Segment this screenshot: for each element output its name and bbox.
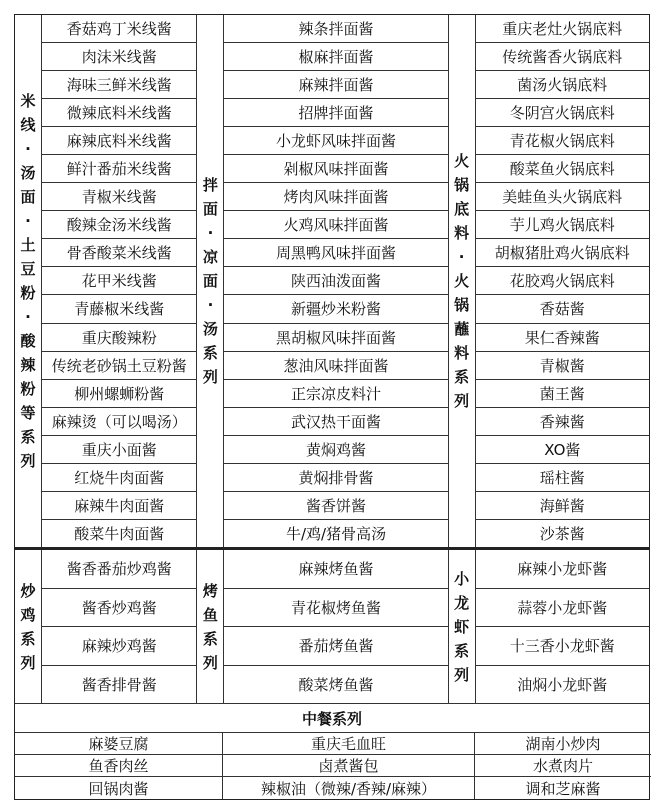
product-item: 小龙虾风味拌面酱 xyxy=(224,127,447,155)
product-item: 麻辣烫（可以喝汤） xyxy=(42,408,196,436)
category-char: 系 xyxy=(454,641,470,660)
item-list xyxy=(476,550,649,703)
product-item: 香辣酱 xyxy=(476,408,649,436)
product-item: 酱香炒鸡酱 xyxy=(42,589,196,628)
product-item: 陕西油泼面酱 xyxy=(224,267,447,295)
chinese-dish-item: 鱼香肉丝 xyxy=(15,755,223,777)
category-char: 米 xyxy=(20,92,36,110)
category-char: 线 xyxy=(20,116,36,134)
product-item: 麻辣底料米线酱 xyxy=(42,127,196,155)
product-item: 牛/鸡/猪骨高汤 xyxy=(285,524,387,543)
category-label xyxy=(449,550,476,703)
category-char: 底 xyxy=(454,200,470,218)
product-item: 传统酱香火锅底料 xyxy=(476,43,649,71)
category-char: 列 xyxy=(454,665,470,684)
product-item: 鲜汁番茄米线酱 xyxy=(42,155,196,183)
category-char: 列 xyxy=(202,653,218,672)
category-char: 面 xyxy=(202,200,218,218)
product-item: 香菇鸡丁米线酱 xyxy=(42,15,196,43)
product-item: 柳州螺蛳粉酱 xyxy=(42,380,196,408)
product-item: 十三香小龙虾酱 xyxy=(476,627,649,666)
category-char: 粉 xyxy=(20,284,36,302)
category-char: 面 xyxy=(202,272,218,290)
product-item: 周黑鸭风味拌面酱 xyxy=(224,239,447,267)
category-char: · xyxy=(25,140,31,158)
chinese-dish-item: 湖南小炒肉 xyxy=(475,733,651,755)
category-char: 蘸 xyxy=(454,320,470,338)
category-char: 锅 xyxy=(454,176,470,194)
chinese-dish-item: 卤煮酱包 xyxy=(223,755,475,777)
section-column xyxy=(449,550,649,703)
chinese-dish-item: 调和芝麻酱 xyxy=(525,779,601,798)
item-list xyxy=(224,550,448,703)
product-item: 冬阴宫火锅底料 xyxy=(476,99,649,127)
category-char: · xyxy=(458,248,465,266)
product-item: 黄焖排骨酱 xyxy=(224,464,447,492)
category-char: · xyxy=(207,224,214,242)
product-item: 葱油风味拌面酱 xyxy=(224,352,447,380)
product-item: 麻辣烤鱼酱 xyxy=(224,550,447,589)
category-char: 系 xyxy=(20,629,36,648)
product-item: 芋儿鸡火锅底料 xyxy=(476,211,649,239)
product-item: XO酱 xyxy=(476,436,649,464)
item-list xyxy=(42,15,197,547)
category-char: 酸 xyxy=(20,332,36,350)
product-item: 烤肉风味拌面酱 xyxy=(224,183,447,211)
product-item: 蒜蓉小龙虾酱 xyxy=(476,589,649,628)
section-column xyxy=(197,550,448,703)
product-item: 酸菜烤鱼酱 xyxy=(298,675,374,694)
category-char: 粉 xyxy=(20,380,36,398)
top-block xyxy=(15,15,649,547)
category-label xyxy=(449,15,476,547)
chinese-section-grid xyxy=(15,733,649,799)
product-item: 麻辣炒鸡酱 xyxy=(42,627,196,666)
category-char: 列 xyxy=(454,392,470,410)
chinese-dish-item: 麻婆豆腐 xyxy=(15,733,223,755)
category-char: 炒 xyxy=(20,581,36,600)
product-item: 黄焖鸡酱 xyxy=(224,436,447,464)
category-char: 料 xyxy=(454,344,470,362)
product-item: 青椒酱 xyxy=(476,352,649,380)
category-char: 系 xyxy=(454,368,470,386)
product-item: 火鸡风味拌面酱 xyxy=(224,211,447,239)
category-char: 鱼 xyxy=(202,605,218,624)
product-item: 麻辣拌面酱 xyxy=(224,71,447,99)
category-char: 列 xyxy=(20,653,36,672)
category-char: 龙 xyxy=(454,593,470,612)
section-column xyxy=(197,15,448,547)
product-item: 剁椒风味拌面酱 xyxy=(224,155,447,183)
category-char: 小 xyxy=(454,569,470,588)
product-item: 青椒米线酱 xyxy=(42,183,196,211)
category-char: 面 xyxy=(20,188,36,206)
product-item: 酸辣金汤米线酱 xyxy=(42,211,196,239)
product-table xyxy=(14,14,650,800)
category-label xyxy=(197,15,224,547)
category-char: 豆 xyxy=(20,260,36,278)
item-list xyxy=(476,15,649,547)
product-item: 瑶柱酱 xyxy=(476,464,649,492)
product-item: 菌王酱 xyxy=(476,380,649,408)
category-char: · xyxy=(207,296,214,314)
chinese-dish-item: 水煮肉片 xyxy=(475,755,651,777)
product-item: 麻辣小龙虾酱 xyxy=(476,550,649,589)
product-item: 武汉热干面酱 xyxy=(224,408,447,436)
product-item: 果仁香辣酱 xyxy=(476,324,649,352)
product-item: 酸菜牛肉面酱 xyxy=(74,524,165,543)
product-item: 肉沫米线酱 xyxy=(42,43,196,71)
product-item: 传统老砂锅土豆粉酱 xyxy=(42,352,196,380)
product-item: 正宗凉皮料汁 xyxy=(224,380,447,408)
product-item: 油焖小龙虾酱 xyxy=(517,675,608,694)
category-char: 凉 xyxy=(202,248,218,266)
category-char: 汤 xyxy=(20,164,36,182)
category-char: 汤 xyxy=(202,320,218,338)
category-char: 虾 xyxy=(454,617,470,636)
product-item: 麻辣牛肉面酱 xyxy=(42,492,196,520)
product-item: 香菇酱 xyxy=(476,295,649,323)
category-char: 拌 xyxy=(202,176,218,194)
product-item: 骨香酸菜米线酱 xyxy=(42,239,196,267)
category-char: 列 xyxy=(20,452,36,470)
product-item: 招牌拌面酱 xyxy=(224,99,447,127)
product-item: 酱香饼酱 xyxy=(224,492,447,520)
section-column xyxy=(15,15,197,547)
category-char: 系 xyxy=(20,428,36,446)
category-char: · xyxy=(25,212,31,230)
category-char: 列 xyxy=(202,368,218,386)
product-item: 沙茶酱 xyxy=(539,524,585,543)
product-item: 椒麻拌面酱 xyxy=(224,43,447,71)
chinese-section-title: 中餐系列 xyxy=(15,703,649,733)
item-list xyxy=(224,15,448,547)
product-item: 重庆老灶火锅底料 xyxy=(476,15,649,43)
product-item: 海味三鲜米线酱 xyxy=(42,71,196,99)
category-char: · xyxy=(25,308,31,326)
category-char: 土 xyxy=(20,236,36,254)
category-char: 烤 xyxy=(202,581,218,600)
mid-block xyxy=(15,547,649,703)
section-column xyxy=(449,15,649,547)
product-item: 青花椒火锅底料 xyxy=(476,127,649,155)
chinese-dish-item: 回锅肉酱 xyxy=(15,777,223,799)
category-char: 鸡 xyxy=(20,605,36,624)
product-item: 番茄烤鱼酱 xyxy=(224,627,447,666)
category-char: 等 xyxy=(20,404,36,422)
category-char: 火 xyxy=(454,272,470,290)
category-char: 火 xyxy=(454,152,470,170)
product-item: 酱香排骨酱 xyxy=(81,675,157,694)
category-char: 系 xyxy=(202,344,218,362)
category-char: 系 xyxy=(202,629,218,648)
category-char: 料 xyxy=(454,224,470,242)
product-item: 花甲米线酱 xyxy=(42,267,196,295)
category-label xyxy=(15,550,42,703)
chinese-dish-item: 重庆毛血旺 xyxy=(223,733,475,755)
product-item: 酸菜鱼火锅底料 xyxy=(476,155,649,183)
product-item: 菌汤火锅底料 xyxy=(476,71,649,99)
item-list xyxy=(42,550,197,703)
category-char: 辣 xyxy=(20,356,36,374)
product-item: 辣条拌面酱 xyxy=(224,15,447,43)
product-item: 胡椒猪肚鸡火锅底料 xyxy=(476,239,649,267)
product-item: 新疆炒米粉酱 xyxy=(224,295,447,323)
section-column xyxy=(15,550,197,703)
product-item: 微辣底料米线酱 xyxy=(42,99,196,127)
product-item: 美蛙鱼头火锅底料 xyxy=(476,183,649,211)
product-item: 海鲜酱 xyxy=(476,492,649,520)
product-item: 重庆酸辣粉 xyxy=(42,324,196,352)
product-item: 酱香番茄炒鸡酱 xyxy=(42,550,196,589)
category-label xyxy=(15,15,42,547)
product-item: 重庆小面酱 xyxy=(42,436,196,464)
chinese-dish-item: 辣椒油（微辣/香辣/麻辣） xyxy=(223,777,475,799)
category-char: 锅 xyxy=(454,296,470,314)
product-item: 黑胡椒风味拌面酱 xyxy=(224,324,447,352)
product-item: 红烧牛肉面酱 xyxy=(42,464,196,492)
product-item: 青花椒烤鱼酱 xyxy=(224,589,447,628)
product-item: 花胶鸡火锅底料 xyxy=(476,267,649,295)
product-item: 青藤椒米线酱 xyxy=(42,295,196,323)
category-label xyxy=(197,550,224,703)
